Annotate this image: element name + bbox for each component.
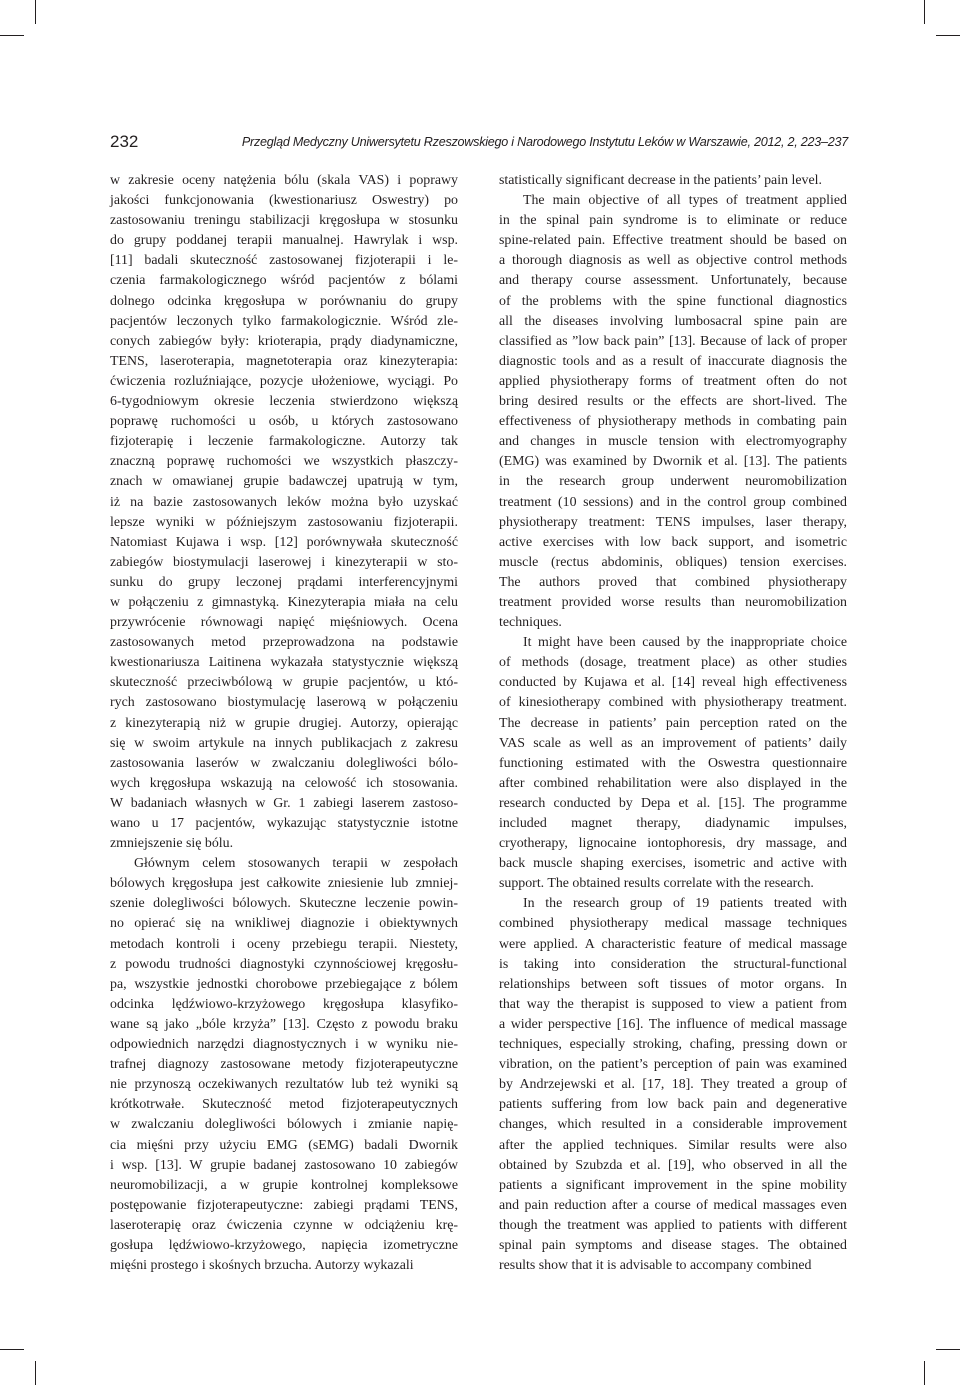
text-line: It might have been caused by the inappropriate choice <box>523 635 847 651</box>
text-line: wych kręgosłupa wskazują na celowość ich stosowania. <box>110 775 458 791</box>
text-line: neuromobilizacji, a w grupie kontrolnej kompleksowe <box>110 1177 458 1193</box>
text-line: and pain reduction after a course of medical massages even <box>499 1197 847 1213</box>
text-line: sunku do grupy leczonej prądami interferencyjnymi <box>110 574 458 590</box>
text-line: conych zabiegów były: krioterapia, prądy diadynamiczne, <box>110 333 458 349</box>
text-line: classified as ”low back pain” [13]. Because of lack of proper <box>499 333 847 349</box>
text-line: Głównym celem stosowanych terapii w zespołach <box>134 856 458 872</box>
text-line: zabiegów biostymulacji laserowej i kinezyterapii w sto- <box>110 554 458 570</box>
page-header <box>110 132 848 152</box>
text-line: statistically significant decrease in the patients’ pain level. <box>499 173 822 188</box>
text-line: [11] badali skuteczność zastosowanej fizjoterapii i le- <box>110 253 458 269</box>
text-line: relationships between soft tissues of motor organs. In <box>499 976 847 992</box>
text-line: TENS, laseroterapia, magnetoterapia oraz kinezyterapia: <box>110 353 458 369</box>
page-number: 232 <box>110 132 139 151</box>
text-line: treatment provided worse results than neuromobilization <box>499 594 847 610</box>
text-line: w połączeniu z gimnastyką. Kinezyterapia miała na celu <box>110 594 458 610</box>
text-line: jakości funkcjonowania (kwestionariusz Oswestry) po <box>110 193 458 209</box>
crop-mark <box>35 0 36 24</box>
text-line: conducted by Kujawa et al. [14] reveal high effectiveness <box>499 675 847 691</box>
text-line: W badaniach własnych w Gr. 1 zabiegi laserem zastoso- <box>110 795 458 811</box>
text-line: vibration, on the patient’s perception of pain was examined <box>499 1057 847 1073</box>
text-line: and therapy course assessment. Unfortunately, because <box>499 273 847 289</box>
text-line: bring desired results or the effects are short-lived. The <box>499 394 847 410</box>
crop-mark <box>0 35 24 36</box>
text-line: poprawę ruchomości u osób, u których zastosowano <box>110 414 458 430</box>
right-column <box>499 171 847 1276</box>
text-line: and changes in muscle tension with electromyography <box>499 434 847 450</box>
text-line: odpowiednich narzędzi diagnostycznych i w wyniku nie- <box>110 1037 458 1053</box>
crop-mark <box>936 1349 960 1350</box>
text-line: muscle (rectus abdominis, obliques) tension exercises. <box>499 554 847 570</box>
text-line: combined physiotherapy medical massage techniques <box>499 916 847 932</box>
crop-mark <box>0 1349 24 1350</box>
text-line: zastosowania laserów w zwalczaniu dolegliwości bólo- <box>110 755 458 771</box>
text-line: back muscle shaping exercises, isometric and active with <box>499 856 847 872</box>
text-line: applied physiotherapy forms of treatment often do not <box>499 373 847 389</box>
text-line: (EMG) was examined by Dwornik et al. [13]. The patients <box>499 454 847 470</box>
text-line: no opierać się na wnikliwej diagnozie i obiektywnych <box>110 916 458 932</box>
text-line: all the diseases involving lumbosacral spine pain are <box>499 313 847 329</box>
text-line: in the spinal pain syndrome is to eliminate or reduce <box>499 213 847 229</box>
text-line: znach w omawianej grupie badawczej upatrują w tym, <box>110 474 458 490</box>
text-line: Natomiast Kujawa i wsp. [12] porównywała skuteczność <box>110 534 458 550</box>
text-line: laseroterapię oraz ćwiczenia czynne w odciążeniu krę- <box>110 1217 458 1233</box>
crop-mark <box>924 1361 925 1385</box>
text-line: krótkotrwałe. Skuteczność metod fizjoterapeutycznych <box>110 1097 458 1113</box>
text-line: bólowych kręgosłupa jest całkowite zniesienie lub zmniej- <box>110 876 458 892</box>
text-line: that way the therapist is supposed to view a patient from <box>499 996 847 1012</box>
text-line: VAS scale as well as an improvement of patients’ daily <box>499 735 847 751</box>
text-line: of methods (dosage, treatment place) as other studies <box>499 655 847 671</box>
text-line: spinal pain symptoms and disease stages. The obtained <box>499 1237 847 1253</box>
text-line: techniques, especially stroking, chafing, pressing down or <box>499 1037 847 1053</box>
text-line: z kinezyterapią niż w grupie drugiej. Autorzy, opierając <box>110 715 458 731</box>
text-line: fizjoterapię i leczenie farmakologiczne. Autorzy tak <box>110 434 458 450</box>
text-line: postępowanie fizjoterapeutyczne: zabiegi prądami TENS, <box>110 1197 458 1213</box>
text-line: ćwiczenia rozluźniające, pozycje ułożeniowe, wyciągi. Po <box>110 373 458 389</box>
text-line: się w swoim artykule na innych publikacjach z zakresu <box>110 735 458 751</box>
text-line: In the research group of 19 patients treated with <box>523 896 847 912</box>
text-line: lepsze wyniki w późniejszym zastosowaniu fizjoterapii. <box>110 514 458 530</box>
text-line: znaczną poprawę ruchomości we wszystkich płaszczy- <box>110 454 458 470</box>
text-line: kwestionariusza Laitinena wykazała statystycznie większą <box>110 655 458 671</box>
text-line: effectiveness of physiotherapy methods in combating pain <box>499 414 847 430</box>
text-line: The decrease in patients’ pain perception rated on the <box>499 715 847 731</box>
text-line: w zwalczaniu dolegliwości bólowych i zmianie napię- <box>110 1117 458 1133</box>
text-line: results show that it is advisable to accompany combined <box>499 1258 812 1274</box>
text-line: zastosowanych metod przeprowadzona na podstawie <box>110 635 458 651</box>
text-line: changes, which resulted in a considerable improvement <box>499 1117 847 1133</box>
text-line: The main objective of all types of treatment applied <box>523 193 847 209</box>
text-line: patients a significant improvement in the spine mobility <box>499 1177 847 1193</box>
text-line: mięśni prostego i skośnych brzucha. Autorzy wykazali <box>110 1258 414 1274</box>
text-line: though the treatment was applied to patients with different <box>499 1217 847 1233</box>
text-line: a thorough diagnosis as well as objective control methods <box>499 253 847 269</box>
text-line: wano u 17 pacjentów, wykazując statystycznie istotne <box>110 816 458 831</box>
crop-mark <box>35 1361 36 1385</box>
text-line: i wsp. [13]. W grupie badanej zastosowano 10 zabiegów <box>110 1157 458 1173</box>
text-line: skuteczność przeciwbólową w grupie pacjentów, u któ- <box>110 675 458 691</box>
text-line: treatment (10 sessions) and in the control group combined <box>499 494 847 510</box>
text-line: included magnet therapy, diadynamic impulses, <box>499 816 847 831</box>
text-line: active exercises with low back support, and isometric <box>499 534 847 550</box>
text-line: techniques. <box>499 615 562 631</box>
text-line: nie przynoszą oczekiwanych rezultatów lub też wyniki są <box>110 1077 458 1093</box>
text-line: The authors proved that combined physiotherapy <box>499 574 847 590</box>
text-line: research conducted by Depa et al. [15]. The programme <box>499 795 847 811</box>
text-line: w zakresie oceny natężenia bólu (skala VAS) i poprawy <box>110 173 458 188</box>
text-line: after combined rehabilitation were also displayed in the <box>499 775 847 791</box>
text-line: trafnej diagnozy zastosowane metody fizjoterapeutyczne <box>110 1057 458 1073</box>
text-line: iż na bazie zastosowanych leków można było uzyskać <box>110 494 458 510</box>
text-line: zmniejszenie się bólu. <box>110 836 234 852</box>
text-line: metodach kontroli i oceny przebiegu terapii. Niestety, <box>110 936 458 952</box>
text-line: physiotherapy treatment: TENS impulses, laser therapy, <box>499 514 847 530</box>
text-line: 6-tygodniowym okresie leczenia stwierdzono większą <box>110 394 458 410</box>
text-line: is taking into consideration the structural-functional <box>499 956 847 972</box>
text-line: after the applied techniques. Similar results were also <box>499 1137 847 1153</box>
text-line: in the research group underwent neuromobilization <box>499 474 847 490</box>
text-line: dolnego odcinka kręgosłupa w porównaniu do grupy <box>110 293 458 309</box>
text-line: wane są jako „bóle krzyża” [13]. Często z powodu braku <box>110 1016 458 1032</box>
text-line: czenia farmakologicznego wśród pacjentów z bólami <box>110 273 458 289</box>
text-line: zastosowaniu treningu stabilizacji kręgosłupa w stosunku <box>110 213 458 229</box>
text-line: of kinesiotherapy combined with physiotherapy treatment. <box>499 695 847 711</box>
text-line: obtained by Szubzda et al. [19], who observed in all the <box>499 1157 847 1173</box>
text-line: gosłupa lędźwiowo-krzyżowego, napięcia izometryczne <box>110 1237 458 1253</box>
text-line: functioning estimated with the Oswestra questionnaire <box>499 755 847 771</box>
text-line: pa, wszystkie jednostki chorobowe przebiegające z bólem <box>110 976 458 992</box>
text-line: z powodu trudności diagnostyki czynnościowej kręgosłu- <box>110 956 458 972</box>
running-head: Przegląd Medyczny Uniwersytetu Rzeszowskiego i Narodowego Instytutu Leków w Warszawie, 2012, 2, 223–237 <box>241 135 848 149</box>
text-line: przywrócenie równowagi napięć mięśniowych. Ocena <box>110 615 458 631</box>
text-line: support. The obtained results correlate with the research. <box>499 876 814 892</box>
text-line: patients suffering from low back pain and degenerative <box>499 1097 847 1113</box>
text-line: were applied. A characteristic feature of medical massage <box>499 936 847 952</box>
text-line: a wider perspective [16]. The influence of medical massage <box>499 1016 847 1032</box>
text-line: pacjentów leczonych tylko farmakologicznie. Wśród zle- <box>110 313 458 329</box>
text-line: by Andrzejewski et al. [17, 18]. They treated a group of <box>499 1077 847 1093</box>
crop-mark <box>936 35 960 36</box>
text-line: do grupy poddanej terapii manualnej. Hawrylak i wsp. <box>110 233 458 249</box>
text-line: diagnostic tools and as a result of inaccurate diagnosis the <box>499 353 847 369</box>
text-line: szenie dolegliwości bólowych. Skuteczne leczenie powin- <box>110 896 458 912</box>
left-column <box>110 171 458 1276</box>
text-line: rych zastosowano biostymulację laserową w połączeniu <box>110 695 458 711</box>
text-line: odcinka lędźwiowo-krzyżowego kręgosłupa klasyfiko- <box>110 996 458 1012</box>
text-line: cryotherapy, lignocaine iontophoresis, dry massage, and <box>499 836 847 852</box>
crop-mark <box>924 0 925 24</box>
text-line: cia mięśni przy użyciu EMG (sEMG) badali Dwornik <box>110 1137 458 1153</box>
text-line: of the problems with the spine functional diagnostics <box>499 293 847 309</box>
text-line: spine-related pain. Effective treatment should be based on <box>499 233 847 249</box>
